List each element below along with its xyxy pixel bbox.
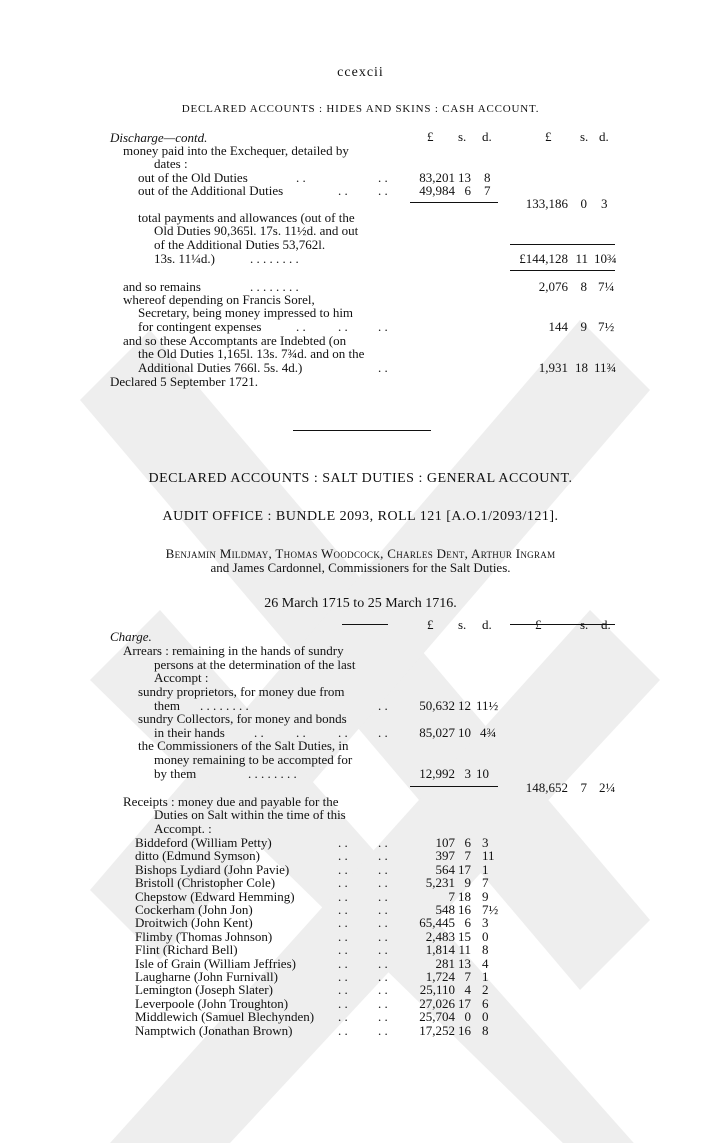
- receipt-shillings: 17: [458, 862, 471, 877]
- leader-dots: . .: [378, 969, 388, 984]
- receipt-pence: 2: [482, 982, 489, 997]
- receipt-name: Namptwich (Jonathan Brown): [135, 1023, 293, 1038]
- commissioners-line-2: and James Cardonnel, Commissioners for the Salt Duties.: [210, 560, 511, 575]
- receipt-pence: 6: [482, 996, 489, 1011]
- leader-dots: . .: [338, 889, 348, 904]
- receipt-shillings: 4: [464, 982, 471, 997]
- leader-dots: . .: [378, 902, 388, 917]
- receipt-pounds: 2,483: [425, 929, 455, 944]
- receipt-name: Droitwich (John Kent): [135, 915, 253, 930]
- receipt-name: Biddeford (William Petty): [135, 835, 272, 850]
- receipt-pounds: 1,724: [425, 969, 455, 984]
- leader-dots: . .: [378, 835, 388, 850]
- receipt-name: Cockerham (John Jon): [135, 902, 253, 917]
- receipt-name: Chepstow (Edward Hemming): [135, 889, 295, 904]
- leader-dots: . .: [378, 915, 388, 930]
- rule: [510, 244, 615, 245]
- rule: [342, 624, 388, 625]
- receipt-pence: 7½: [482, 902, 499, 917]
- leader-dots: . .: [338, 996, 348, 1011]
- receipt-shillings: 0: [464, 1009, 471, 1024]
- receipt-pounds: 107: [435, 835, 455, 850]
- audit-reference: AUDIT OFFICE : BUNDLE 2093, ROLL 121 [A.O.1/2093/121].: [162, 509, 559, 524]
- receipt-pounds: 7: [448, 889, 455, 904]
- receipt-shillings: 9: [464, 875, 471, 890]
- receipt-name: Lemington (Joseph Slater): [135, 982, 273, 997]
- receipt-shillings: 6: [464, 915, 471, 930]
- receipt-name: Isle of Grain (William Jeffries): [135, 956, 296, 971]
- receipt-pence: 11: [482, 848, 495, 863]
- leader-dots: . .: [378, 848, 388, 863]
- receipt-name: Bristoll (Christopher Cole): [135, 875, 276, 890]
- receipt-name: ditto (Edmund Symson): [135, 848, 260, 863]
- receipt-pounds: 548: [435, 902, 455, 917]
- receipt-pence: 8: [482, 942, 489, 957]
- receipt-pounds: 17,252: [419, 1023, 455, 1038]
- rule: [410, 202, 498, 203]
- leader-dots: . .: [338, 875, 348, 890]
- leader-dots: . .: [338, 1023, 348, 1038]
- leader-dots: . .: [338, 982, 348, 997]
- receipt-shillings: 17: [458, 996, 471, 1011]
- rule: [510, 270, 615, 271]
- receipt-shillings: 11: [458, 942, 471, 957]
- receipt-shillings: 7: [464, 969, 471, 984]
- leader-dots: . .: [338, 835, 348, 850]
- leader-dots: . .: [378, 1009, 388, 1024]
- salt-title: DECLARED ACCOUNTS : SALT DUTIES : GENERAL ACCOUNT.: [148, 471, 573, 486]
- receipt-pounds: 25,704: [419, 1009, 455, 1024]
- receipt-shillings: 13: [458, 956, 471, 971]
- receipt-pence: 3: [482, 915, 489, 930]
- charge-heading: Charge.: [110, 629, 152, 644]
- receipt-name: Laugharne (John Furnivall): [135, 969, 278, 984]
- leader-dots: . .: [338, 929, 348, 944]
- leader-dots: . .: [378, 889, 388, 904]
- receipt-pounds: 5,231: [425, 875, 455, 890]
- arrears-total: 148,652: [525, 780, 568, 795]
- total-payments-amount: £144,128: [519, 251, 568, 266]
- receipt-pounds: 25,110: [419, 982, 455, 997]
- receipt-name: Flint (Richard Bell): [135, 942, 238, 957]
- discharge-heading: Discharge—contd.: [110, 130, 208, 145]
- leader-dots: . .: [378, 929, 388, 944]
- period: 26 March 1715 to 25 March 1716.: [264, 596, 457, 611]
- leader-dots: . .: [378, 982, 388, 997]
- receipt-pence: 1: [482, 969, 489, 984]
- leader-dots: . .: [338, 915, 348, 930]
- receipt-shillings: 18: [458, 889, 471, 904]
- declared-date: Declared 5 September 1721.: [110, 374, 259, 389]
- section-divider: [293, 430, 431, 431]
- receipt-pounds: 564: [435, 862, 455, 877]
- leader-dots: . .: [378, 1023, 388, 1038]
- receipt-pence: 7: [482, 875, 489, 890]
- receipt-pounds: 281: [435, 956, 455, 971]
- receipt-pounds: 1,814: [425, 942, 455, 957]
- leader-dots: . .: [338, 956, 348, 971]
- receipt-name: Bishops Lydiard (John Pavie): [135, 862, 290, 877]
- rule: [510, 624, 615, 625]
- leader-dots: . .: [338, 848, 348, 863]
- receipt-pence: 8: [482, 1023, 489, 1038]
- receipt-pence: 0: [482, 1009, 489, 1024]
- page-number: ccexcii: [337, 65, 384, 80]
- leader-dots: . .: [378, 942, 388, 957]
- leader-dots: . .: [338, 862, 348, 877]
- receipt-pounds: 397: [435, 848, 455, 863]
- receipt-pence: 0: [482, 929, 489, 944]
- receipt-pounds: 27,026: [419, 996, 455, 1011]
- leader-dots: . .: [338, 902, 348, 917]
- receipt-name: Leverpoole (John Troughton): [135, 996, 289, 1011]
- receipt-name: Flimby (Thomas Johnson): [135, 929, 273, 944]
- leader-dots: . .: [338, 942, 348, 957]
- receipt-shillings: 15: [458, 929, 471, 944]
- leader-dots: . .: [378, 875, 388, 890]
- leader-dots: . .: [378, 996, 388, 1011]
- receipt-shillings: 16: [458, 902, 471, 917]
- leader-dots: . .: [338, 1009, 348, 1024]
- leader-dots: . .: [338, 969, 348, 984]
- additional-duties-label: out of the Additional Duties: [138, 183, 284, 198]
- old-duties-label: out of the Old Duties: [138, 170, 248, 185]
- receipt-shillings: 6: [464, 835, 471, 850]
- rule: [410, 786, 498, 787]
- receipt-pounds: 65,445: [419, 915, 455, 930]
- receipt-pence: 1: [482, 862, 489, 877]
- leader-dots: . .: [378, 862, 388, 877]
- receipt-shillings: 7: [464, 848, 471, 863]
- section-heading: DECLARED ACCOUNTS : HIDES AND SKINS : CASH ACCOUNT.: [181, 103, 540, 115]
- receipt-pence: 9: [482, 889, 489, 904]
- leader-dots: . .: [378, 956, 388, 971]
- receipt-pence: 3: [482, 835, 489, 850]
- commissioners-line-1: Benjamin Mildmay, Thomas Woodcock, Charles Dent, Arthur Ingram: [165, 546, 556, 561]
- receipt-pence: 4: [482, 956, 489, 971]
- receipt-name: Middlewich (Samuel Blechynden): [135, 1009, 315, 1024]
- receipt-shillings: 16: [458, 1023, 471, 1038]
